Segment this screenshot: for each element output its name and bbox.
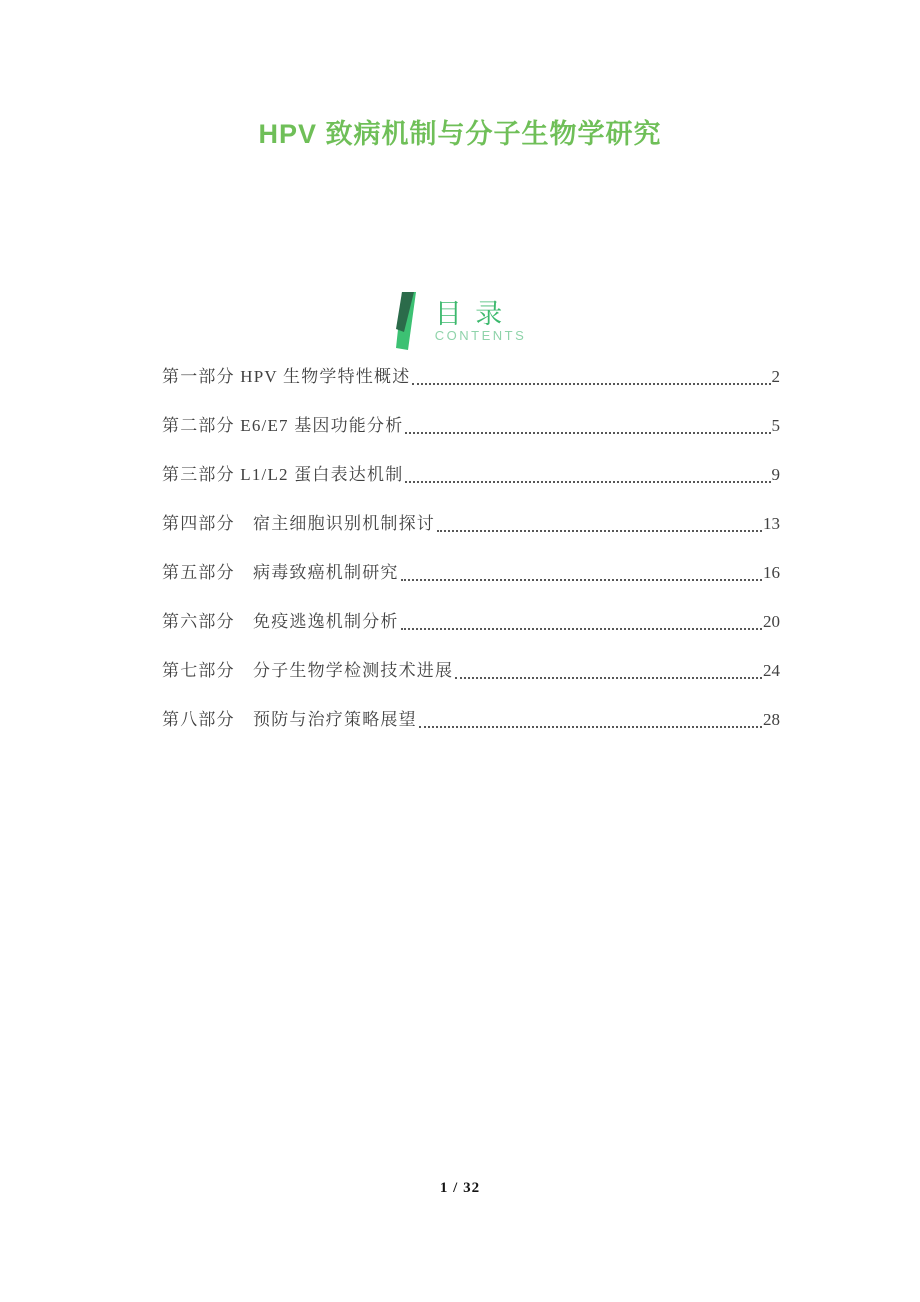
toc-page-number: 2: [771, 367, 780, 386]
toc-entry[interactable]: [162, 611, 780, 633]
page-number-footer: 1 / 32: [439, 1180, 481, 1196]
toc-page-number: 28: [763, 710, 780, 729]
toc-entry[interactable]: [162, 366, 780, 388]
dot-leader: [401, 579, 762, 581]
toc-entry-label: 第八部分 预防与治疗策略展望: [162, 710, 417, 729]
toc-entry-label: 第七部分 分子生物学检测技术进展: [162, 661, 454, 680]
dot-leader: [455, 677, 762, 679]
toc-heading-subtitle: CONTENTS: [434, 327, 527, 343]
toc-page-number: 5: [771, 416, 780, 435]
document-title: HPV 致病机制与分子生物学研究: [258, 119, 662, 149]
toc-page-number: 24: [763, 661, 780, 680]
toc-entry[interactable]: [162, 660, 780, 682]
toc-entry-label: 第五部分 病毒致癌机制研究: [162, 563, 399, 582]
toc-heading: 目 录: [434, 298, 506, 329]
toc-entry[interactable]: [162, 562, 780, 584]
toc-entry[interactable]: [162, 513, 780, 535]
dot-leader: [412, 383, 770, 385]
toc-entry-label: 第六部分 免疫逃逸机制分析: [162, 612, 399, 631]
dot-leader: [405, 481, 770, 483]
toc-page-number: 16: [763, 563, 780, 582]
toc-brush-mark-icon: [394, 292, 422, 350]
toc-entry-label: 第一部分 HPV 生物学特性概述: [162, 367, 411, 386]
toc-entry[interactable]: [162, 709, 780, 731]
dot-leader: [437, 530, 762, 532]
toc-entry-label: 第四部分 宿主细胞识别机制探讨: [162, 514, 435, 533]
dot-leader: [405, 432, 770, 434]
toc-entry[interactable]: [162, 415, 780, 437]
dot-leader: [419, 726, 762, 728]
toc-entry[interactable]: [162, 464, 780, 486]
toc-list: [162, 366, 780, 758]
toc-header: [0, 291, 920, 351]
toc-heading-block: [435, 300, 527, 343]
toc-page-number: 9: [771, 465, 780, 484]
dot-leader: [401, 628, 762, 630]
toc-entry-label: 第三部分 L1/L2 蛋白表达机制: [162, 465, 404, 484]
toc-page-number: 20: [763, 612, 780, 631]
toc-page-number: 13: [763, 514, 780, 533]
toc-entry-label: 第二部分 E6/E7 基因功能分析: [162, 416, 404, 435]
